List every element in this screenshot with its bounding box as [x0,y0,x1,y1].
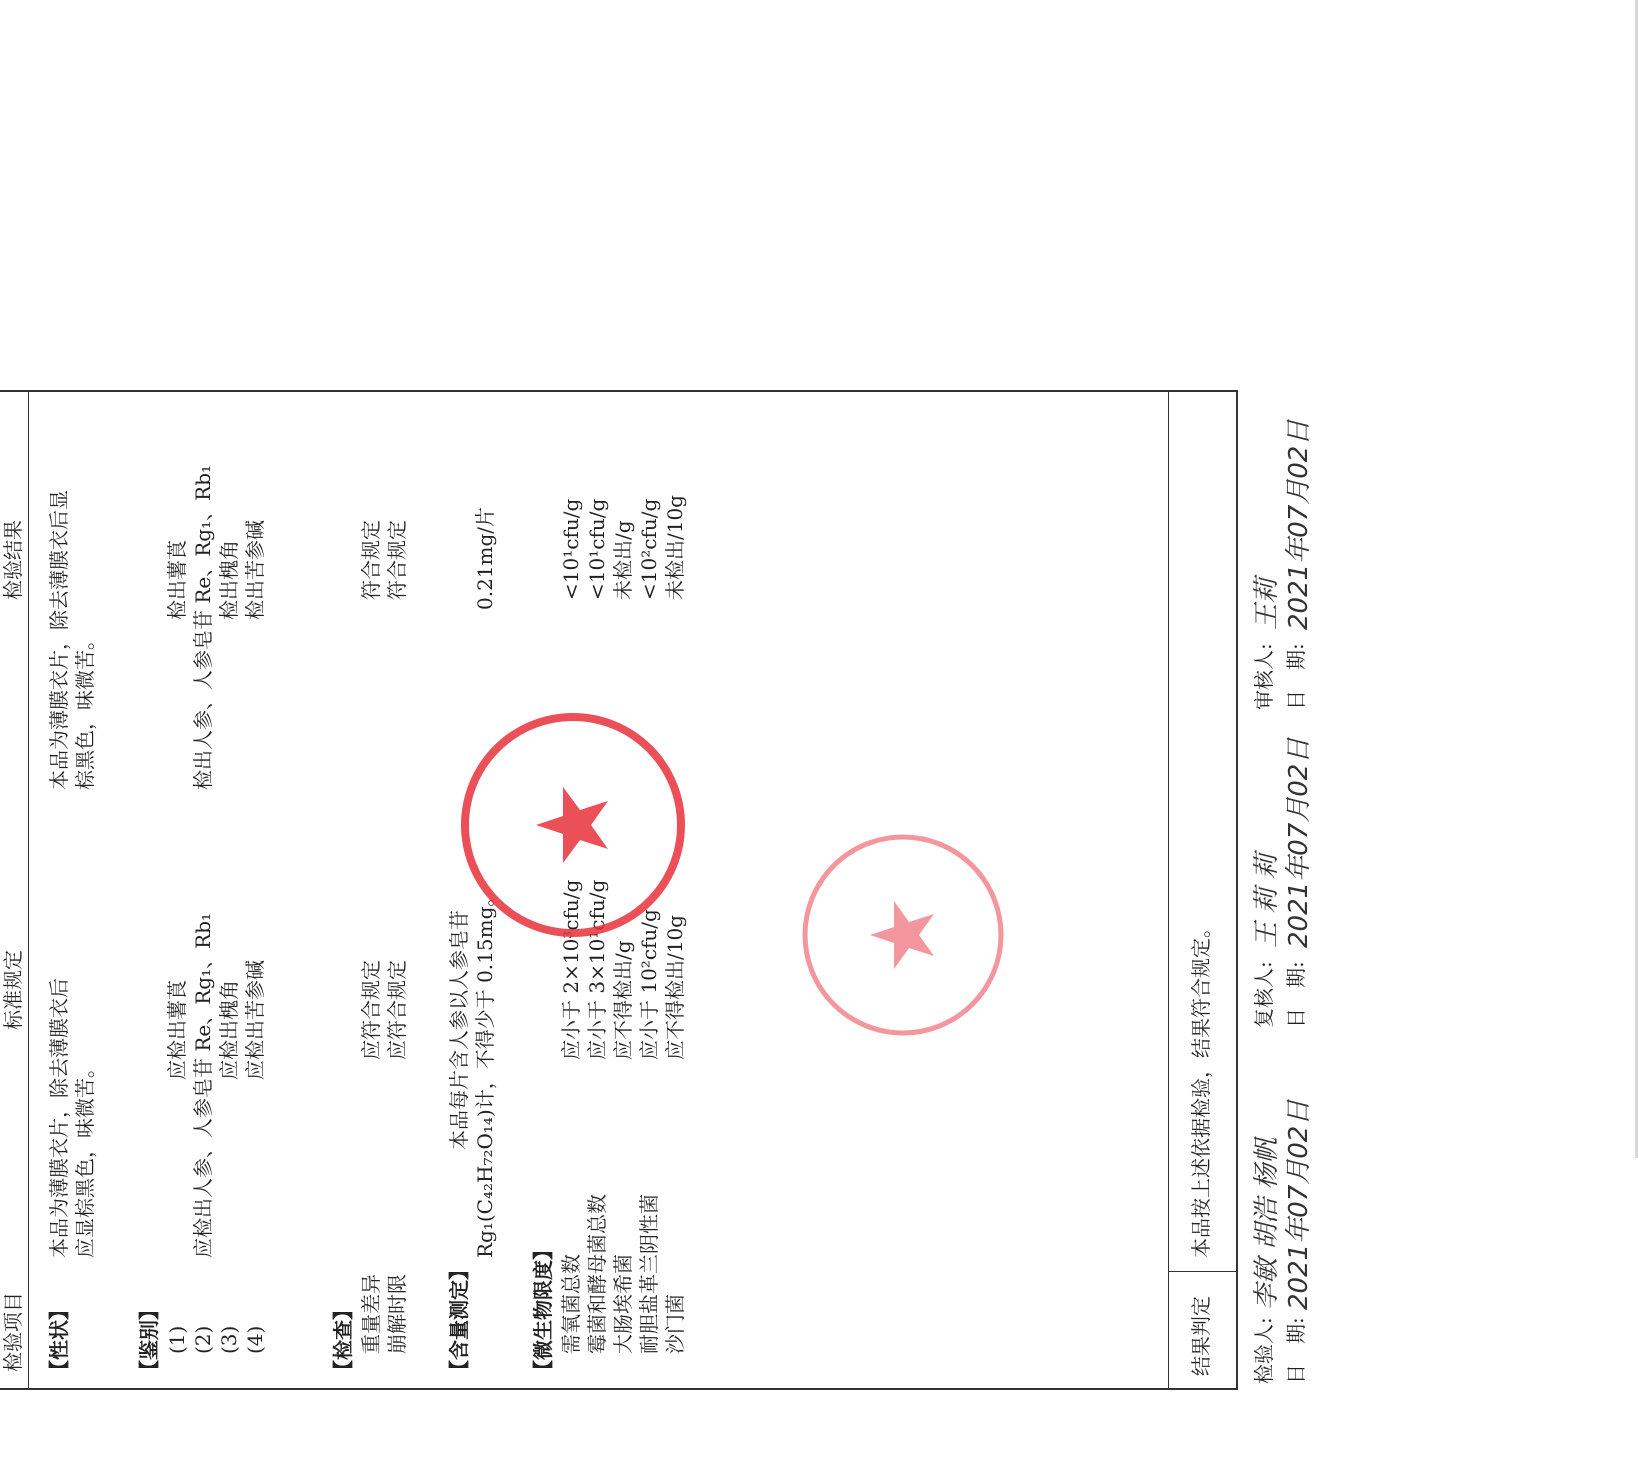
ident-result-4: 检出苦参碱 [243,520,267,620]
date-label-1: 日 期: [1284,1317,1308,1384]
inspection-item-2: 崩解时限 [385,1274,409,1354]
ident-result-3: 检出槐角 [217,540,241,620]
nuoke-qc-stamp [458,710,688,940]
inspection-standard-2: 应符合规定 [385,960,409,1060]
section-identification: 【鉴别】 [137,1300,161,1380]
ident-standard-1: 应检出薯莨 [165,980,189,1080]
inspector-label: 检验人: [1252,1317,1276,1384]
column-item: 检验项目 [1,1292,25,1372]
character-result-1: 本品为薄膜衣片，除去薄膜衣后显 [47,490,71,790]
microbial-standard-1: 应小于 2×10³cfu/g [559,879,583,1060]
microbial-item-3: 大肠埃希菌 [611,1254,635,1354]
character-result-2: 棕黑色，味微苦。 [73,630,97,790]
conclusion-row-line [1168,390,1169,1390]
microbial-standard-2: 应小于 3×10¹cfu/g [585,879,609,1060]
section-inspection: 【检查】 [331,1300,355,1380]
renhuang-qc-stamp [798,830,1008,1040]
microbial-result-2: <10¹cfu/g [585,498,609,600]
column-result: 检验结果 [1,520,25,600]
microbial-item-2: 霉菌和酵母菌总数 [585,1194,609,1354]
info-row-line [28,390,29,1390]
reviewer-label: 复核人: [1252,961,1276,1028]
table-border-right [0,390,1238,392]
date-2: 2021年07月02日 [1284,737,1314,948]
microbial-item-4: 耐胆盐革兰阴性菌 [637,1194,661,1354]
table-border-left [0,1388,1238,1390]
microbial-result-4: <10²cfu/g [637,498,661,600]
reviewer-signature: 王 莉 莉 [1252,853,1282,948]
microbial-standard-5: 应不得检出/10g [663,915,687,1060]
assay-standard-1: 本品每片含人参以人参皂苷 [447,910,471,1150]
conclusion-label: 结果判定 [1189,1296,1213,1376]
assay-result: 0.21mg/片 [473,506,497,610]
column-standard: 标准规定 [1,950,25,1030]
inspector-signature: 李敏 胡浩 杨帆 [1252,1137,1282,1310]
section-character: 【性状】 [47,1300,71,1380]
ident-item-1: (1) [165,1325,189,1354]
approver-label: 审核人: [1252,643,1276,710]
ident-result-2: 检出人参、人参皂苷 Re、Rg₁、Rb₁ [191,464,215,790]
inspection-result-1: 符合规定 [359,520,383,600]
ident-item-3: (3) [217,1325,241,1354]
conclusion-col-line [1168,1271,1238,1272]
microbial-result-5: 未检出/10g [663,495,687,600]
ident-result-1: 检出薯莨 [165,540,189,620]
inspection-result-2: 符合规定 [385,520,409,600]
assay-standard-2: Rg₁(C₄₂H₇₂O₁₄)计，不得少于 0.15mg。 [473,886,497,1258]
microbial-result-3: 未检出/g [611,520,635,600]
table-border-bottom [1236,390,1238,1390]
inspection-item-1: 重量差异 [359,1274,383,1354]
ident-standard-3: 应检出槐角 [217,980,241,1080]
microbial-item-5: 沙门菌 [663,1294,687,1354]
date-3: 2021年07月02日 [1284,419,1314,630]
conclusion-text: 本品按上述依据检验，结果符合规定。 [1189,918,1213,1258]
ident-standard-4: 应检出苦参碱 [243,960,267,1080]
character-standard-1: 本品为薄膜衣片，除去薄膜衣后 [47,978,71,1258]
report-document [0,322,1316,1480]
section-microbial: 【微生物限度】 [531,1240,555,1380]
date-1: 2021年07月02日 [1284,1099,1314,1310]
ident-standard-2: 应检出人参、人参皂苷 Re、Rg₁、Rb₁ [191,912,215,1258]
microbial-item-1: 需氧菌总数 [559,1254,583,1354]
ident-item-2: (2) [191,1325,215,1354]
inspection-standard-1: 应符合规定 [359,960,383,1060]
microbial-standard-4: 应小于 10²cfu/g [637,909,661,1060]
date-label-3: 日 期: [1284,643,1308,710]
ident-item-4: (4) [243,1325,267,1354]
character-standard-2: 应显棕黑色，味微苦。 [73,1058,97,1258]
star-seal-icon [458,710,688,940]
microbial-standard-3: 应不得检出/g [611,940,635,1060]
approver-signature: 王莉 [1252,577,1282,630]
star-seal-icon [798,830,1008,1040]
date-label-2: 日 期: [1284,961,1308,1028]
section-assay: 【含量测定】 [447,1260,471,1380]
microbial-result-1: <10¹cfu/g [559,498,583,600]
